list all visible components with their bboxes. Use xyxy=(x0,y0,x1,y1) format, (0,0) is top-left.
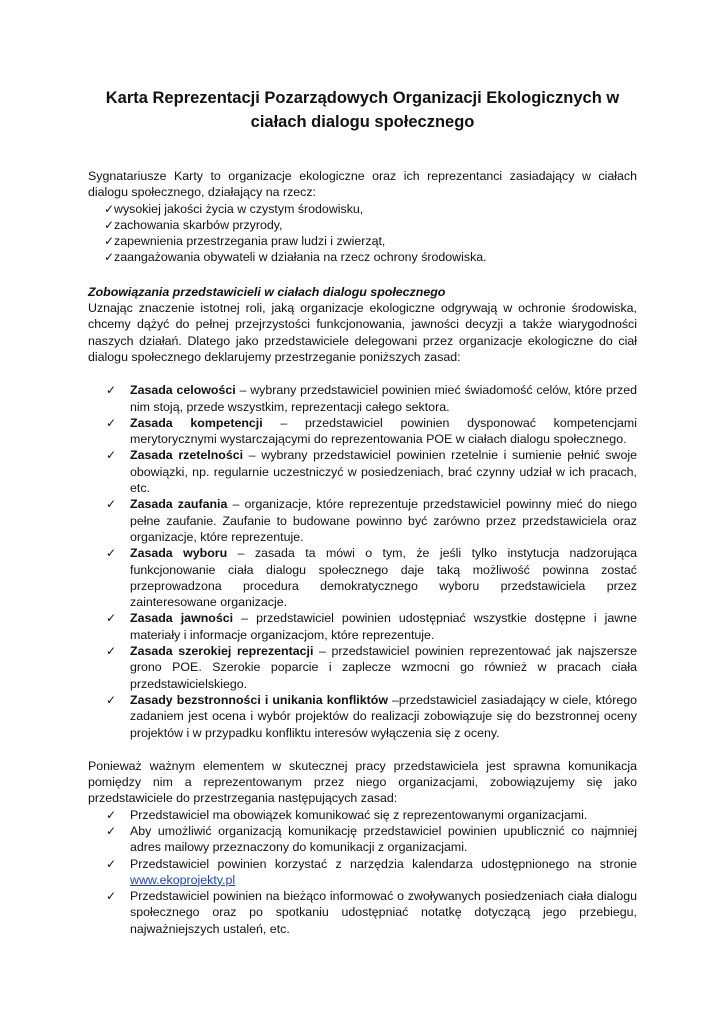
ekoprojekty-link[interactable]: www.ekoprojekty.pl xyxy=(130,872,236,887)
list-item: ✓ Przedstawiciel powinien na bieżąco informować o zwoływanych posiedzeniach ciała dialogu społecznego oraz po spotkaniu udostępniać notatkę dotyczącą jego przebiegu, najważniejszych ustaleń, etc. xyxy=(88,888,637,937)
principle-text: – przedstawiciel powinien dysponować kompetencjami merytorycznymi wystarczającymi do reprezentowania POE w ciałach dialogu społecznego. xyxy=(130,415,637,447)
check-icon: ✓ xyxy=(104,217,115,232)
list-item: ✓ zachowania skarbów przyrody, xyxy=(104,217,283,232)
list-item: ✓ Aby umożliwić organizacją komunikację przedstawiciel powinien upublicznić co najmniej adres mailowy przeznaczony do komunikacji z organizacjami. xyxy=(88,823,637,856)
check-icon: ✓ xyxy=(106,448,117,463)
principle-name: Zasada kompetencji xyxy=(130,415,263,430)
list-item: ✓ Przedstawiciel ma obowiązek komunikować się z reprezentowanymi organizacjami. xyxy=(88,807,637,823)
intro-paragraph: Sygnatariusze Karty to organizacje ekologiczne oraz ich reprezentanci zasiadający w ciałach dialogu społecznego, działający na rzecz: xyxy=(88,169,637,200)
list-item xyxy=(88,415,637,448)
list-item xyxy=(88,692,637,741)
document-title xyxy=(88,86,637,134)
title-line-2: ciałach dialogu społecznego xyxy=(250,113,475,131)
check-icon: ✓ xyxy=(106,644,117,659)
principle-name: Zasada rzetelności xyxy=(130,448,244,463)
principle-text: – wybrany przedstawiciel powinien mieć świadomość celów, które przed nim stoją, przede wszystkim, reprezentacji całego sektora. xyxy=(130,383,637,414)
principle-name: Zasada szerokiej reprezentacji xyxy=(130,644,314,659)
list-item: ✓ zapewnienia przestrzegania praw ludzi i zwierząt, xyxy=(104,234,386,249)
check-icon: ✓ xyxy=(106,415,117,430)
check-icon: ✓ xyxy=(106,889,117,904)
principle-text: –przedstawiciel zasiadający w ciele, którego zadaniem jest ocena i wybór projektów do realizacji zobowiązuje się do bezstronnej oceny projektów i w przypadku konfliktu interesów wyłączenia się z oceny. xyxy=(130,692,637,740)
goals-list xyxy=(104,201,637,266)
title-line-1: Karta Reprezentacji Pozarządowych Organizacji Ekologicznych w xyxy=(105,89,620,107)
check-icon: ✓ xyxy=(106,383,117,398)
check-icon: ✓ xyxy=(104,250,115,265)
communication-rules-list xyxy=(88,807,637,937)
list-item xyxy=(88,382,637,415)
section-paragraph: Uznając znaczenie istotnej roli, jaką organizacje ekologiczne odgrywają w ochronie środowiska, chcemy dążyć do pełnej przejrzystości funkcjonowania, jawności decyzji a także wiarygodności naszych działań. Dlatego jako przedstawiciele delegowani przez organizacje ekologiczne do ciał dialogu społecznego deklarujemy przestrzeganie poniższych zasad: xyxy=(88,301,637,364)
check-icon: ✓ xyxy=(106,546,117,561)
check-icon: ✓ xyxy=(104,201,115,216)
principle-text: – przedstawiciel powinien reprezentować jak najszersze grono POE. Szerokie poparcie i zaplecze wzmocni go również w pracach ciała przedstawicielskiego. xyxy=(130,644,637,691)
list-item: ✓ Przedstawiciel powinien korzystać z narzędzia kalendarza udostępnionego na stronie www.ekoprojekty.pl xyxy=(88,856,637,889)
section-heading: Zobowiązania przedstawicieli w ciałach dialogu społecznego xyxy=(88,284,446,299)
check-icon: ✓ xyxy=(106,856,117,871)
check-icon: ✓ xyxy=(106,611,117,626)
list-item: ✓ zaangażowania obywateli w działania na rzecz ochrony środowiska. xyxy=(104,250,487,265)
list-item xyxy=(88,545,637,610)
principle-text: – organizacje, które reprezentuje przedstawiciel powinny mieć do niego pełne zaufanie. Zaufanie to budowane powinno być zarówno przez przedstawiciela oraz organizacje, które reprezentuje. xyxy=(130,497,637,544)
list-item: ✓ wysokiej jakości życia w czystym środowisku, xyxy=(104,201,364,216)
list-item xyxy=(88,447,637,496)
list-item xyxy=(88,496,637,545)
list-item xyxy=(88,610,637,643)
check-icon: ✓ xyxy=(106,692,117,707)
principle-name: Zasada wyboru xyxy=(130,546,228,561)
principle-text: – zasada ta mówi o tym, że jeśli tylko instytucja nadzorująca funkcjonowanie ciała dialogu społecznego daje taką możliwość powinna zostać przeprowadzona procedura demokratycznego wyboru przedstawiciela przez zainteresowane organizacje. xyxy=(130,546,638,610)
list-item xyxy=(88,643,637,692)
check-icon: ✓ xyxy=(104,234,115,249)
principles-list xyxy=(88,382,637,741)
check-icon: ✓ xyxy=(106,823,117,838)
principle-text: – wybrany przedstawiciel powinien rzetelnie i sumienie pełnić swoje obowiązki, np. regularnie uczestniczyć w posiedzeniach, brać czynny udział w ich pracach, etc. xyxy=(130,448,637,496)
principle-name: Zasada jawności xyxy=(130,611,234,626)
communication-paragraph: Ponieważ ważnym elementem w skutecznej pracy przedstawiciela jest sprawna komunikacja pomiędzy nim a reprezentowanym przez niego organizacjami, zobowiązujemy się jako przedstawiciele do przestrzegania następujących zasad: xyxy=(88,758,637,806)
principle-name: Zasady bezstronności i unikania konfliktów xyxy=(130,692,388,707)
principle-name: Zasada zaufania xyxy=(130,497,228,512)
principle-name: Zasada celowości xyxy=(130,383,236,398)
check-icon: ✓ xyxy=(106,497,117,512)
check-icon: ✓ xyxy=(106,807,117,822)
principle-text: – przedstawiciel powinien udostępniać wszystkie dostępne i jawne materiały i informacje organizacjom, które reprezentuje. xyxy=(130,611,638,642)
